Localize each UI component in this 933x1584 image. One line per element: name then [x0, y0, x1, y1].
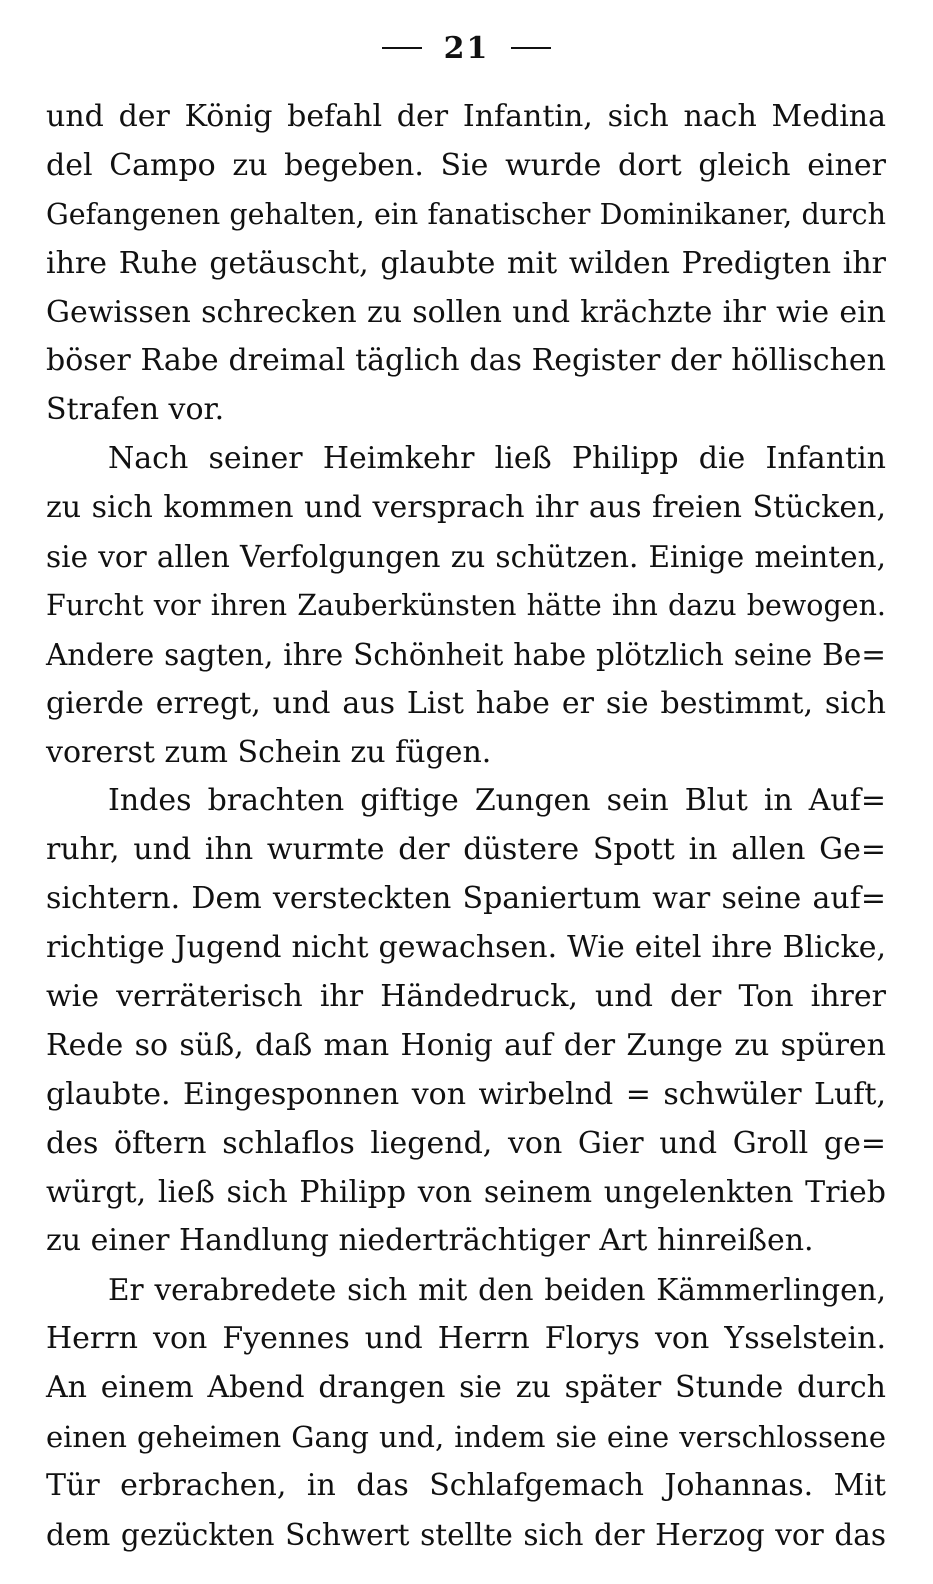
text-line: richtige Jugend nicht gewachsen. Wie eitel ihre Blicke, — [46, 930, 886, 966]
paragraph — [46, 1266, 886, 1559]
text-line: Er verabredete sich mit den beiden Kämmerlingen, — [108, 1273, 886, 1308]
text-line: des öftern schlaflos liegend, von Gier und Groll ge= — [46, 1125, 886, 1161]
text-line: An einem Abend drangen sie zu später Stunde durch — [46, 1370, 886, 1406]
header-dash-right — [511, 47, 551, 49]
text-line: Nach seiner Heimkehr ließ Philipp die Infantin — [108, 441, 886, 477]
text-line: Gewissen schrecken zu sollen und krächzte ihr wie ein — [46, 294, 886, 330]
page-number: 21 — [443, 30, 490, 66]
text-line: Furcht vor ihren Zauberkünsten hätte ihn dazu bewogen. — [46, 588, 886, 622]
text-line: zu einer Handlung niederträchtiger Art hinreißen. — [46, 1223, 814, 1259]
text-line: einen geheimen Gang und, indem sie eine verschlossene — [46, 1420, 886, 1455]
text-line: Indes brachten giftige Zungen sein Blut in Auf= — [108, 783, 886, 819]
text-line: ihre Ruhe getäuscht, glaubte mit wilden Predigten ihr — [46, 245, 886, 281]
paragraph — [46, 93, 886, 435]
text-line: Tür erbrachen, in das Schlafgemach Johannas. Mit — [46, 1467, 886, 1503]
text-line: gierde erregt, und aus List habe er sie bestimmt, sich — [46, 685, 886, 721]
text-line: ruhr, und ihn wurmte der düstere Spott in allen Ge= — [46, 832, 886, 868]
body-text — [46, 93, 886, 1560]
text-line: zu sich kommen und versprach ihr aus freien Stücken, — [46, 490, 886, 526]
text-line: Herrn von Fyennes und Herrn Florys von Ysselstein. — [46, 1321, 886, 1357]
header-dash-left — [382, 47, 422, 49]
text-line: Strafen vor. — [46, 392, 225, 428]
text-line: sie vor allen Verfolgungen zu schützen. Einige meinten, — [46, 540, 886, 575]
text-line: vorerst zum Schein zu fügen. — [46, 734, 492, 770]
text-line: dem gezückten Schwert stellte sich der Herzog vor das — [46, 1517, 886, 1552]
text-line: Gefangenen gehalten, ein fanatischer Dominikaner, durch — [46, 197, 886, 231]
text-line: Andere sagten, ihre Schönheit habe plötzlich seine Be= — [46, 637, 886, 672]
text-line: sichtern. Dem versteckten Spaniertum war seine auf= — [46, 881, 886, 917]
text-line: und der König befahl der Infantin, sich nach Medina — [46, 99, 886, 134]
text-line: Rede so süß, daß man Honig auf der Zunge zu spüren — [46, 1027, 886, 1063]
text-line: glaubte. Eingesponnen von wirbelnd = schwüler Luft, — [46, 1076, 886, 1112]
paragraph — [46, 777, 886, 1266]
paragraph — [46, 435, 886, 777]
text-line: wie verräterisch ihr Händedruck, und der Ton ihrer — [46, 979, 886, 1015]
text-line: würgt, ließ sich Philipp von seinem ungelenkten Trieb — [46, 1174, 886, 1210]
text-line: böser Rabe dreimal täglich das Register der höllischen — [46, 343, 886, 379]
text-line: del Campo zu begeben. Sie wurde dort gleich einer — [46, 147, 886, 183]
page-header — [0, 28, 933, 68]
